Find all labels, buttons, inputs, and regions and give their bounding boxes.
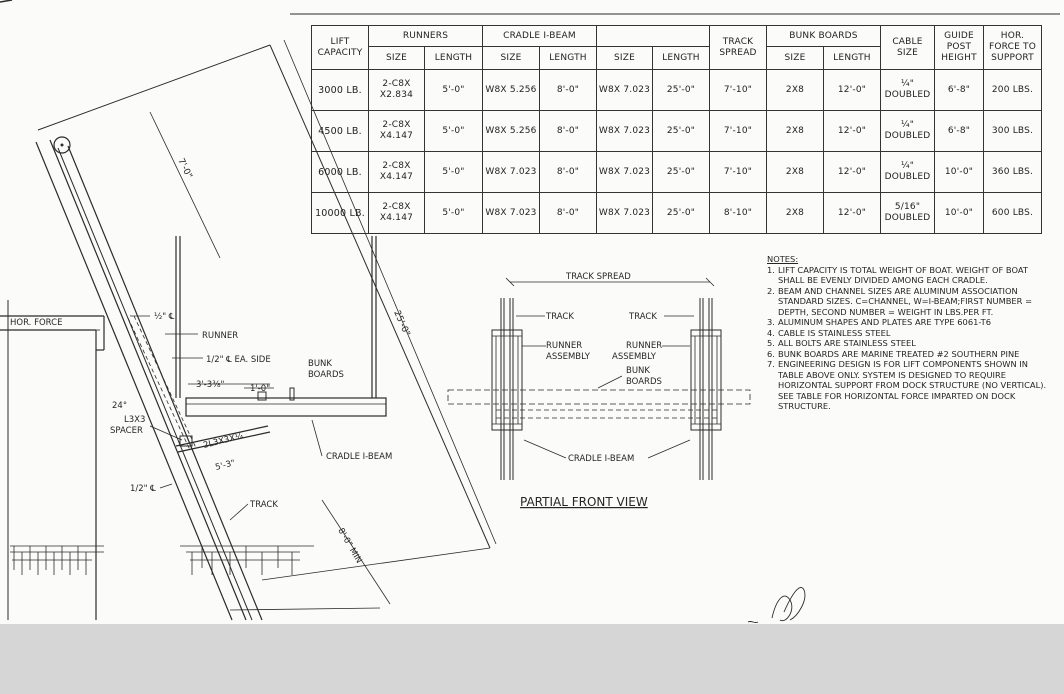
table-cell: 2-C8X X4.147	[369, 111, 425, 152]
header-cable: CABLE SIZE	[881, 26, 935, 70]
label-runner-left-2: ASSEMBLY	[546, 352, 590, 362]
table-cell: 8'-0"	[540, 111, 597, 152]
label-spacer-line1: L3X3	[124, 415, 146, 425]
label-track-left: TRACK	[546, 312, 574, 322]
subheader-length: LENGTH	[824, 47, 881, 70]
note-number: 3.	[767, 317, 775, 327]
label-dim-7-0: 7'-0"	[175, 156, 194, 181]
table-cell: 25'-0"	[653, 111, 710, 152]
label-runner-right-1: RUNNER	[626, 341, 663, 351]
table-cell: ¼" DOUBLED	[881, 111, 935, 152]
subheader-size: SIZE	[767, 47, 824, 70]
table-cell: 10'-0"	[935, 193, 984, 234]
label-bunk-boards-line2: BOARDS	[308, 370, 344, 380]
table-cell: 2X8	[767, 70, 824, 111]
label-dim-1-0: 1'-0"	[250, 384, 271, 394]
table-header-row	[312, 26, 1042, 47]
label-track-right: TRACK	[629, 312, 657, 322]
label-dim-3-3: 3'-3⅜"	[196, 380, 225, 390]
note-text: LIFT CAPACITY IS TOTAL WEIGHT OF BOAT. WEIGHT OF BOAT SHALL BE EVENLY DIVIDED AMONG EACH CRADLE.	[778, 264, 1028, 285]
table-cell: 12'-0"	[824, 111, 881, 152]
table-cell: 4500 LB.	[312, 111, 369, 152]
note-number: 1.	[767, 264, 775, 275]
header-guide: GUIDE POST HEIGHT	[935, 26, 984, 70]
table-cell: 8'-0"	[540, 152, 597, 193]
table-cell: W8X 7.023	[597, 152, 653, 193]
table-cell: 8'-0"	[540, 193, 597, 234]
label-cradle-front: CRADLE I-BEAM	[568, 454, 635, 464]
label-runner: RUNNER	[202, 331, 239, 341]
table-cell: 2X8	[767, 152, 824, 193]
table-cell: 360 LBS.	[984, 152, 1042, 193]
note-text: BEAM AND CHANNEL SIZES ARE ALUMINUM ASSOCIATION STANDARD SIZES. C=CHANNEL, W=I-BEAM;FIRST NUMBER = DEPTH, SECOND NUMBER = WEIGHT IN LBS.PER FT.	[778, 285, 1033, 317]
table-cell: 2X8	[767, 111, 824, 152]
note-item	[767, 328, 1052, 339]
table-cell: 5'-0"	[425, 111, 483, 152]
table-cell: 12'-0"	[824, 193, 881, 234]
table-cell: 25'-0"	[653, 193, 710, 234]
label-angle-size: 2L3X3X¼	[202, 431, 245, 451]
note-text: ENGINEERING DESIGN IS FOR LIFT COMPONENTS SHOWN IN TABLE ABOVE ONLY. SYSTEM IS DESIGNED TO REQUIRE HORIZONTAL SUPPORT FROM DOCK STRUCTURE (NO VERTICAL). SEE TABLE FOR HORIZONTAL FORCE IMPARTED ON DOCK STRUCTURE.	[778, 359, 1047, 411]
note-item	[767, 338, 1052, 349]
note-text: ALUMINUM SHAPES AND PLATES ARE TYPE 6061-T6	[778, 317, 991, 327]
table-cell: 3000 LB.	[312, 70, 369, 111]
table-cell: ¼" DOUBLED	[881, 70, 935, 111]
table-cell: W8X 7.023	[483, 152, 540, 193]
label-dim-25-0: 25'-0"	[391, 309, 412, 338]
header-track-blank	[597, 26, 710, 47]
note-number: 4.	[767, 327, 775, 338]
label-runner-left-1: RUNNER	[546, 341, 583, 351]
note-number: 6.	[767, 348, 775, 359]
table-cell: 7'-10"	[710, 70, 767, 111]
note-number: 7.	[767, 359, 775, 369]
notes-list	[767, 265, 1052, 412]
header-bunk: BUNK BOARDS	[767, 26, 881, 47]
table-cell: 2-C8X X4.147	[369, 152, 425, 193]
table-cell: 200 LBS.	[984, 70, 1042, 111]
table-cell: W8X 7.023	[597, 193, 653, 234]
note-text: ALL BOLTS ARE STAINLESS STEEL	[778, 338, 916, 348]
note-number: 2.	[767, 285, 775, 296]
table-cell: 6'-8"	[935, 111, 984, 152]
note-text: CABLE IS STAINLESS STEEL	[778, 327, 891, 338]
table-cell: 2-C8X X4.147	[369, 193, 425, 234]
bottom-bar	[0, 624, 1064, 694]
label-bunk-boards-line1: BUNK	[308, 359, 332, 369]
table-cell: 5/16" DOUBLED	[881, 193, 935, 234]
header-runners: RUNNERS	[369, 26, 483, 47]
table-cell: W8X 7.023	[483, 193, 540, 234]
table-cell: W8X 7.023	[597, 70, 653, 111]
note-item	[767, 286, 1052, 318]
table-row	[312, 70, 1042, 111]
table-cell: 6000 LB.	[312, 152, 369, 193]
header-track-spread: TRACK SPREAD	[710, 26, 767, 70]
table-cell: 300 LBS.	[984, 111, 1042, 152]
header-hor-force: HOR. FORCE TO SUPPORT	[984, 26, 1042, 70]
subheader-length: LENGTH	[653, 47, 710, 70]
table-cell: 12'-0"	[824, 70, 881, 111]
table-cell: 7'-10"	[710, 152, 767, 193]
table-cell: W8X 5.256	[483, 70, 540, 111]
table-cell: 12'-0"	[824, 152, 881, 193]
table-cell: 8'-0"	[540, 70, 597, 111]
table-cell: W8X 7.023	[597, 111, 653, 152]
label-hor-force: HOR. FORCE	[10, 318, 63, 328]
table-cell: 2-C8X X2.834	[369, 70, 425, 111]
subheader-size: SIZE	[483, 47, 540, 70]
label-dim-5-3: 5'-3"	[214, 458, 237, 473]
table-cell: 7'-10"	[710, 111, 767, 152]
table-cell: W8X 5.256	[483, 111, 540, 152]
subheader-length: LENGTH	[425, 47, 483, 70]
header-lift-capacity: LIFT CAPACITY	[312, 26, 369, 70]
spec-table	[311, 25, 1042, 234]
table-row	[312, 111, 1042, 152]
label-spacer-line2: SPACER	[110, 426, 143, 436]
table-cell: 25'-0"	[653, 152, 710, 193]
table-cell: 8'-10"	[710, 193, 767, 234]
table-cell: ¼" DOUBLED	[881, 152, 935, 193]
label-bunk-front-1: BUNK	[626, 366, 650, 376]
label-track-spread: TRACK SPREAD	[566, 272, 631, 282]
subheader-size: SIZE	[597, 47, 653, 70]
label-dim-8-0-min: 8'-0" MIN	[335, 526, 364, 566]
table-cell: 10'-0"	[935, 152, 984, 193]
label-angle-24: 24°	[112, 401, 128, 411]
table-cell: 5'-0"	[425, 193, 483, 234]
label-plate: ½" ℄	[154, 312, 175, 322]
table-row	[312, 152, 1042, 193]
header-cradle: CRADLE I-BEAM	[483, 26, 597, 47]
note-item	[767, 265, 1052, 286]
label-bottom-plate: 1/2" ℄	[130, 484, 156, 494]
label-cradle-ibeam: CRADLE I-BEAM	[326, 452, 393, 462]
table-cell: 6'-8"	[935, 70, 984, 111]
notes-title: NOTES:	[767, 254, 799, 264]
label-bunk-front-2: BOARDS	[626, 377, 662, 387]
table-cell: 10000 LB.	[312, 193, 369, 234]
label-plate-each-side: 1/2" ℄ EA. SIDE	[206, 355, 271, 365]
subheader-size: SIZE	[369, 47, 425, 70]
label-runner-right-2: ASSEMBLY	[612, 352, 656, 362]
table-body	[312, 70, 1042, 234]
note-item	[767, 317, 1052, 328]
label-track: TRACK	[250, 500, 278, 510]
note-item	[767, 359, 1052, 412]
table-cell: 5'-0"	[425, 70, 483, 111]
table-cell: 5'-0"	[425, 152, 483, 193]
note-item	[767, 349, 1052, 360]
front-view-title: PARTIAL FRONT VIEW	[520, 495, 648, 509]
table-cell: 25'-0"	[653, 70, 710, 111]
subheader-length: LENGTH	[540, 47, 597, 70]
notes-block	[767, 254, 1052, 412]
table-row	[312, 193, 1042, 234]
note-text: BUNK BOARDS ARE MARINE TREATED #2 SOUTHERN PINE	[778, 348, 1020, 359]
note-number: 5.	[767, 338, 775, 348]
table-cell: 2X8	[767, 193, 824, 234]
table-cell: 600 LBS.	[984, 193, 1042, 234]
